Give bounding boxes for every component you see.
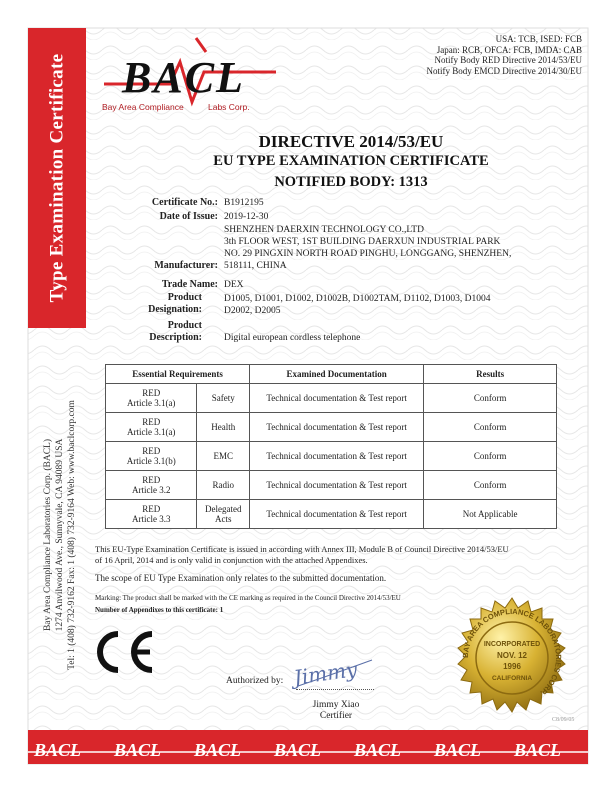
appendixes-count: Number of Appendixes to this certificate: 1: [95, 606, 224, 614]
designation-label: Product Designation:: [148, 292, 202, 315]
table-header-row: [106, 365, 557, 384]
trade-name-label: Trade Name:: [161, 279, 218, 290]
result-cell: Conform: [424, 384, 557, 413]
svg-text:CALIFORNIA: CALIFORNIA: [491, 675, 533, 682]
requirements-table: [105, 364, 557, 529]
directive-heading: DIRECTIVE 2014/53/EU: [258, 132, 444, 151]
date-label: Date of Issue:: [159, 211, 218, 222]
side-title: Type Examination Certificate: [46, 53, 67, 303]
documentation-cell: Technical documentation & Test report: [250, 413, 424, 442]
notified-body-heading: NOTIFIED BODY: 1313: [274, 174, 428, 190]
result-cell: Conform: [424, 413, 557, 442]
marking-note: Marking: The product shall be marked with the CE marking as required in the Council Directive 2014/53/EU: [95, 594, 401, 602]
svg-text:BACL: BACL: [114, 740, 162, 760]
certificate-heading: EU TYPE EXAMINATION CERTIFICATE: [213, 153, 489, 169]
documentation-cell: Technical documentation & Test report: [250, 471, 424, 500]
logo-subtitle-right: Labs Corp.: [208, 102, 250, 112]
requirement-cell: RED Article 3.1(a): [106, 384, 197, 413]
table-row: [106, 471, 557, 500]
date-value: 2019-12-30: [224, 212, 269, 222]
header-results: Results: [424, 365, 557, 384]
requirement-sub-cell: Safety: [197, 384, 250, 413]
svg-text:BACL: BACL: [274, 740, 322, 760]
table-row: [106, 413, 557, 442]
svg-text:BAY AREA COMPLIANCE LABORATORI: BAY AREA COMPLIANCE LABORATORIES CORP.: [460, 606, 564, 698]
header-documentation: Examined Documentation: [250, 365, 424, 384]
accreditation-line: Notify Body RED Directive 2014/53/EU: [434, 55, 582, 65]
requirement-sub-cell: Delegated Acts: [197, 500, 250, 529]
address-line: Tel: 1 (408) 732-9162 Fax: 1 (408) 732-9164 Web: www.baclcorp.com: [67, 400, 78, 670]
signature-line: [296, 689, 374, 690]
header-requirements: Essential Requirements: [106, 365, 250, 384]
gold-seal: [450, 596, 574, 720]
accreditation-line: Japan: RCB, OFCA: FCB, IMDA: CAB: [436, 44, 582, 55]
signer-block: [296, 700, 376, 722]
authorized-by-label: Authorized by:: [226, 676, 284, 686]
requirement-cell: RED Article 3.1(b): [106, 442, 197, 471]
requirement-sub-cell: Radio: [197, 471, 250, 500]
manufacturer-value: SHENZHEN DAERXIN TECHNOLOGY CO.,LTD 3th FLOOR WEST, 1ST BUILDING DAERXUN INDUSTRIAL PARK NO. 29 PINGXIN NORTH ROAD PINGHU, LONGGANG, SHENZHEN, 518111, CHINA: [224, 225, 512, 271]
cert-no-label: Certificate No.:: [151, 197, 218, 208]
svg-text:Jimmy: Jimmy: [292, 657, 359, 690]
document-code: C8/09/05: [552, 717, 575, 723]
result-cell: Conform: [424, 442, 557, 471]
table-row: [106, 500, 557, 529]
svg-text:BACL: BACL: [354, 740, 402, 760]
lab-address: [36, 370, 84, 700]
validity-paragraph: This EU-Type Examination Certificate is issued in according with Annex III, Module B of Council Directive 2014/53/EU of 16 April, 2014 and is only valid in conjunction with the attached Appendixes.: [95, 544, 509, 565]
requirement-sub-cell: Health: [197, 413, 250, 442]
description-label: Product Description:: [149, 320, 202, 343]
result-cell: Conform: [424, 471, 557, 500]
svg-text:BACL: BACL: [434, 740, 482, 760]
documentation-cell: Technical documentation & Test report: [250, 500, 424, 529]
signer-title: Certifier: [319, 711, 353, 721]
handwritten-signature: [288, 646, 378, 690]
address-line: 1274 Anvilwood Ave., Sunnyvale, CA 94089 USA: [55, 438, 66, 632]
bottom-logo-pattern: [28, 730, 588, 764]
cert-no-value: B1912195: [224, 198, 264, 208]
svg-text:BACL: BACL: [194, 740, 242, 760]
table-row: [106, 442, 557, 471]
svg-text:BACL: BACL: [122, 53, 245, 102]
requirement-sub-cell: EMC: [197, 442, 250, 471]
description-value: Digital european cordless telephone: [224, 333, 361, 343]
documentation-cell: Technical documentation & Test report: [250, 384, 424, 413]
scope-paragraph: The scope of EU Type Examination only relates to the submitted documentation.: [95, 573, 387, 583]
accreditation-line: Notify Body EMCD Directive 2014/30/EU: [426, 65, 582, 76]
accreditation-line: USA: TCB, ISED: FCB: [495, 34, 582, 44]
logo-subtitle-left: Bay Area Compliance: [102, 102, 184, 112]
accreditations: [427, 34, 582, 76]
address-line: Bay Area Compliance Laboratories Corp. (BACL): [43, 438, 54, 632]
bottom-red-band: [28, 730, 588, 764]
table-row: [106, 384, 557, 413]
documentation-cell: Technical documentation & Test report: [250, 442, 424, 471]
manufacturer-label: Manufacturer:: [154, 260, 218, 271]
svg-text:1996: 1996: [503, 662, 521, 671]
svg-text:INCORPORATED: INCORPORATED: [483, 641, 541, 648]
svg-text:BACL: BACL: [34, 740, 82, 760]
requirement-cell: RED Article 3.3: [106, 500, 197, 529]
requirement-cell: RED Article 3.2: [106, 471, 197, 500]
trade-name-value: DEX: [224, 280, 244, 290]
svg-text:NOV. 12: NOV. 12: [497, 651, 527, 660]
result-cell: Not Applicable: [424, 500, 557, 529]
signer-name: Jimmy Xiao: [312, 700, 360, 710]
designation-value: D1005, D1001, D1002, D1002B, D1002TAM, D1102, D1003, D1004 D2002, D2005: [224, 294, 491, 316]
svg-text:BACL: BACL: [514, 740, 562, 760]
ce-mark-icon: [88, 626, 160, 678]
requirement-cell: RED Article 3.1(a): [106, 413, 197, 442]
